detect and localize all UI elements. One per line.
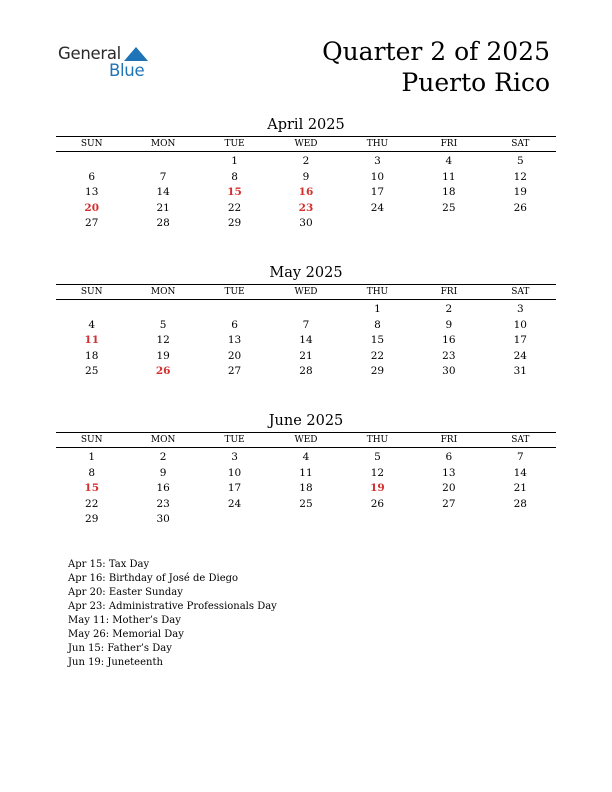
day-cell: 3 (374, 155, 381, 167)
month-name: May 2025 (269, 265, 343, 281)
day-cell: 24 (227, 497, 242, 510)
day-cell: 14 (299, 334, 313, 347)
day-cell: 19 (156, 349, 170, 362)
generalblue-logo (58, 44, 158, 80)
weekday-rule (56, 447, 556, 448)
weekday-label: MON (150, 435, 176, 445)
day-cell: 18 (85, 349, 99, 362)
day-cell: 6 (231, 318, 238, 331)
day-cell: 5 (374, 451, 381, 463)
day-cell: 12 (156, 334, 170, 347)
holiday-note: Apr 16: Birthday of José de Diego (68, 573, 239, 584)
day-cell: 22 (85, 497, 99, 510)
day-cell: 25 (85, 365, 99, 378)
empty-day-cell (413, 216, 484, 232)
day-cell: 31 (513, 365, 527, 378)
month-calendar-april (56, 116, 556, 232)
empty-day-cell (199, 512, 270, 528)
weekday-label: MON (150, 287, 176, 297)
holiday-day-cell: 26 (155, 365, 171, 378)
day-cell: 6 (445, 451, 453, 463)
day-cell: 17 (227, 482, 242, 495)
weekday-label: SUN (80, 287, 103, 297)
day-cell: 12 (513, 170, 527, 183)
holiday-day-cell: 11 (84, 334, 100, 347)
day-cell: 8 (374, 318, 381, 331)
empty-day-cell (270, 302, 341, 318)
holiday-list (68, 558, 277, 670)
holiday-note: Apr 15: Tax Day (68, 559, 150, 570)
day-cell: 20 (442, 482, 456, 495)
weekday-label: SUN (80, 435, 103, 445)
day-cell: 25 (299, 497, 313, 510)
weekday-label: TUE (224, 435, 245, 445)
day-cell: 24 (513, 349, 527, 362)
day-cell: 13 (85, 186, 99, 199)
day-cell: 8 (88, 466, 96, 479)
day-cell: 10 (370, 170, 385, 183)
holiday-day-cell: 16 (298, 186, 314, 199)
holiday-day-cell: 20 (84, 201, 100, 214)
weekday-label: FRI (440, 287, 458, 297)
day-cell: 26 (370, 497, 385, 510)
day-cell: 4 (302, 451, 310, 463)
day-cell: 13 (442, 466, 456, 479)
empty-day-cell (56, 154, 127, 170)
day-cell: 17 (513, 334, 527, 347)
weekday-rule (56, 151, 556, 152)
weekday-label: WED (294, 435, 318, 445)
day-cell: 7 (159, 170, 167, 183)
day-cell: 2 (159, 451, 167, 463)
empty-day-cell (342, 216, 413, 232)
week-row (56, 512, 556, 528)
day-cell: 28 (299, 365, 313, 378)
day-cell: 7 (516, 451, 524, 463)
day-cell: 18 (442, 186, 456, 199)
week-row (56, 450, 556, 466)
weekday-header-row (56, 433, 556, 447)
day-cell: 27 (227, 365, 242, 378)
day-cell: 27 (85, 217, 99, 230)
weekday-label: SUN (80, 139, 103, 149)
weekday-label: SAT (511, 435, 530, 445)
day-cell: 28 (156, 217, 170, 230)
day-cell: 4 (88, 318, 96, 331)
holiday-day-cell: 19 (370, 482, 385, 495)
day-cell: 5 (159, 318, 167, 331)
month-name: April 2025 (267, 117, 345, 133)
day-cell: 16 (442, 334, 456, 347)
empty-day-cell (127, 302, 198, 318)
day-cell: 7 (302, 318, 310, 331)
week-row (56, 154, 556, 170)
day-cell: 1 (88, 451, 96, 463)
weekday-label: SAT (511, 139, 530, 149)
day-cell: 14 (513, 466, 527, 479)
empty-day-cell (485, 512, 556, 528)
day-cell: 5 (516, 155, 524, 167)
week-row (56, 349, 556, 365)
day-cell: 25 (442, 201, 456, 214)
day-cell: 13 (227, 334, 242, 347)
day-cell: 28 (513, 497, 527, 510)
week-row (56, 466, 556, 482)
page-title (322, 36, 550, 98)
week-row (56, 497, 556, 513)
day-cell: 15 (370, 334, 385, 347)
day-cell: 8 (231, 170, 238, 183)
day-cell: 14 (156, 186, 170, 199)
weekday-label: FRI (440, 435, 458, 445)
logo-triangle-icon (124, 47, 148, 61)
day-cell: 22 (227, 201, 242, 214)
empty-day-cell (56, 302, 127, 318)
weekday-label: TUE (224, 139, 245, 149)
day-cell: 29 (227, 217, 242, 230)
month-name: June 2025 (268, 413, 344, 429)
day-cell: 4 (445, 155, 453, 167)
day-cell: 12 (370, 466, 385, 479)
day-cell: 2 (302, 155, 310, 167)
day-cell: 30 (156, 513, 170, 526)
weekday-label: TUE (224, 287, 245, 297)
week-row (56, 216, 556, 232)
day-cell: 21 (513, 482, 527, 495)
empty-day-cell (413, 512, 484, 528)
day-cell: 17 (370, 186, 385, 199)
holiday-day-cell: 23 (298, 201, 314, 214)
week-row (56, 364, 556, 380)
day-cell: 3 (516, 303, 524, 315)
weekday-label: WED (294, 139, 318, 149)
empty-day-cell (342, 512, 413, 528)
day-cell: 10 (513, 318, 527, 331)
day-cell: 9 (445, 318, 453, 331)
weekday-label: THU (366, 139, 389, 149)
empty-day-cell (127, 154, 198, 170)
weekday-label: THU (366, 287, 389, 297)
holiday-day-cell: 15 (227, 186, 242, 199)
week-row (56, 318, 556, 334)
day-cell: 21 (156, 201, 170, 214)
weekday-rule (56, 299, 556, 300)
day-cell: 29 (370, 365, 385, 378)
holiday-day-cell: 15 (84, 482, 100, 495)
week-row (56, 170, 556, 186)
empty-day-cell (270, 512, 341, 528)
weekday-header-row (56, 285, 556, 299)
month-calendar-may (56, 264, 556, 380)
day-cell: 11 (442, 170, 456, 183)
day-cell: 30 (442, 365, 456, 378)
day-cell: 9 (159, 466, 167, 479)
holiday-note: May 26: Memorial Day (68, 629, 184, 640)
title-quarter: Quarter 2 of 2025 (322, 37, 550, 66)
day-cell: 1 (231, 155, 238, 167)
day-cell: 16 (156, 482, 170, 495)
title-country: Puerto Rico (401, 68, 550, 97)
holiday-note: Apr 20: Easter Sunday (68, 587, 183, 598)
weekday-label: SAT (511, 287, 530, 297)
holiday-note: Jun 15: Father’s Day (68, 643, 172, 654)
day-cell: 23 (156, 497, 170, 510)
week-row (56, 302, 556, 318)
day-cell: 11 (299, 466, 313, 479)
day-cell: 23 (442, 349, 456, 362)
day-cell: 10 (227, 466, 242, 479)
holiday-note: May 11: Mother’s Day (68, 615, 181, 626)
day-cell: 18 (299, 482, 313, 495)
day-cell: 22 (370, 349, 385, 362)
day-cell: 3 (231, 451, 238, 463)
day-cell: 21 (299, 349, 313, 362)
weekday-label: MON (150, 139, 176, 149)
logo-text-general: General (58, 44, 121, 63)
logo-text-blue: Blue (109, 61, 145, 80)
day-cell: 30 (299, 217, 313, 230)
week-row (56, 185, 556, 201)
day-cell: 19 (513, 186, 527, 199)
week-row (56, 333, 556, 349)
empty-day-cell (485, 216, 556, 232)
day-cell: 1 (374, 303, 381, 315)
day-cell: 27 (442, 497, 456, 510)
weekday-header-row (56, 137, 556, 151)
week-row (56, 201, 556, 217)
day-cell: 6 (88, 170, 96, 183)
weekday-label: THU (366, 435, 389, 445)
holiday-note: Apr 23: Administrative Professionals Day (68, 601, 277, 612)
empty-day-cell (199, 302, 270, 318)
day-cell: 24 (370, 201, 385, 214)
weekday-label: FRI (440, 139, 458, 149)
month-calendar-june (56, 412, 556, 528)
weekday-label: WED (294, 287, 318, 297)
day-cell: 29 (85, 513, 99, 526)
day-cell: 9 (302, 170, 310, 183)
holiday-note: Jun 19: Juneteenth (68, 657, 163, 668)
week-row (56, 481, 556, 497)
day-cell: 20 (227, 349, 242, 362)
day-cell: 26 (513, 201, 527, 214)
day-cell: 2 (445, 303, 453, 315)
